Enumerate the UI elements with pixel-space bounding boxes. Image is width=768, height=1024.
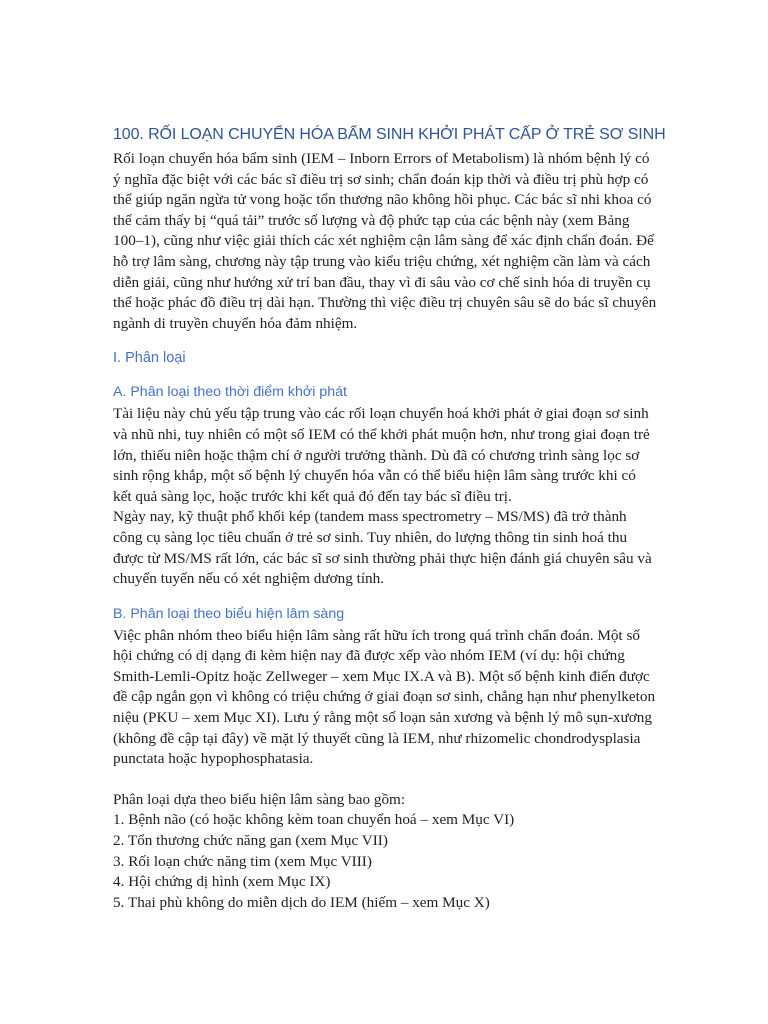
intro-paragraph: Rối loạn chuyển hóa bẩm sinh (IEM – Inborn Errors of Metabolism) là nhóm bệnh lý có ý nghĩa đặc biệt với các bác sĩ điều trị sơ sinh; chẩn đoán kịp thời và điều trị phù hợp có thể giúp ngăn ngừa tử vong hoặc tổn thương não không hồi phục. Các bác sĩ nhi khoa có thể cảm thấy bị “quá tải” trước số lượng và độ phức tạp của các bệnh này (xem Bảng 100–1), cũng như việc giải thích các xét nghiệm cận lâm sàng để xác định chẩn đoán. Để hỗ trợ lâm sàng, chương này tập trung vào kiểu triệu chứng, xét nghiệm cần làm và cách diễn giải, cũng như hướng xử trí ban đầu, thay vì đi sâu vào cơ chế sinh hóa di truyền cụ thể hoặc phác đồ điều trị dài hạn. Thường thì việc điều trị chuyên sâu sẽ do bác sĩ chuyên ngành di truyền chuyển hóa đảm nhiệm. <box>113 150 657 332</box>
document-title: 100. RỐI LOẠN CHUYỂN HÓA BẨM SINH KHỞI PHÁT CẤP Ở TRẺ SƠ SINH <box>113 126 666 143</box>
paragraph-spacer <box>113 770 658 790</box>
clinical-paragraph: Việc phân nhóm theo biểu hiện lâm sàng rất hữu ích trong quá trình chẩn đoán. Một số hội chứng có dị dạng đi kèm hiện nay đã được xếp vào nhóm IEM (ví dụ: hội chứng Smith-Lemli-Opitz hoặc Zellweger – xem Mục IX.A và B). Một số bệnh kinh điển được đề cập ngắn gọn vì không có triệu chứng ở giai đoạn sơ sinh, chẳng hạn như phenylketon niệu (PKU – xem Mục XI). Lưu ý rằng một số loạn sản xương và bệnh lý mô sụn-xương (không đề cập tại đây) về mặt lý thuyết cũng là IEM, như rhizomelic chondrodysplasia punctata hoặc hypophosphatasia. <box>113 626 656 768</box>
onset-paragraph-1: Tài liệu này chủ yếu tập trung vào các rối loạn chuyển hoá khởi phát ở giai đoạn sơ sinh và nhũ nhi, tuy nhiên có một số IEM có thể khởi phát muộn hơn, như trong giai đoạn trẻ lớn, thiếu niên hoặc thậm chí ở người trưởng thành. Dù đã có chương trình sàng lọc sơ sinh rộng khắp, một số bệnh lý chuyển hóa vẫn có thể biểu hiện lâm sàng trước khi có kết quả sàng lọc, hoặc trước khi kết quả đó đến tay bác sĩ điều trị. <box>113 405 650 505</box>
list-item: 4. Hội chứng dị hình (xem Mục IX) <box>113 873 331 891</box>
subsection-heading-onset: A. Phân loại theo thời điểm khởi phát <box>113 384 347 401</box>
list-item: 5. Thai phù không do miễn dịch do IEM (hiếm – xem Mục X) <box>113 893 490 911</box>
list-item: 1. Bệnh não (có hoặc không kèm toan chuyển hoá – xem Mục VI) <box>113 811 515 829</box>
document-page <box>113 124 666 913</box>
list-intro: Phân loại dựa theo biểu hiện lâm sàng bao gồm: <box>113 790 406 808</box>
list-item: 3. Rối loạn chức năng tim (xem Mục VIII) <box>113 852 372 870</box>
section-heading-classification: I. Phân loại <box>113 350 186 367</box>
list-item: 2. Tổn thương chức năng gan (xem Mục VII) <box>113 832 388 850</box>
onset-paragraph-2: Ngày nay, kỹ thuật phổ khối kép (tandem mass spectrometry – MS/MS) đã trở thành công cụ sàng lọc tiêu chuẩn ở trẻ sơ sinh. Tuy nhiên, do lượng thông tin sinh hoá thu được từ MS/MS rất lớn, các bác sĩ sơ sinh thường phải thực hiện đánh giá chuyên sâu và chuyển tuyến nếu có xét nghiệm dương tính. <box>113 508 652 588</box>
subsection-heading-clinical: B. Phân loại theo biểu hiện lâm sàng <box>113 605 345 622</box>
